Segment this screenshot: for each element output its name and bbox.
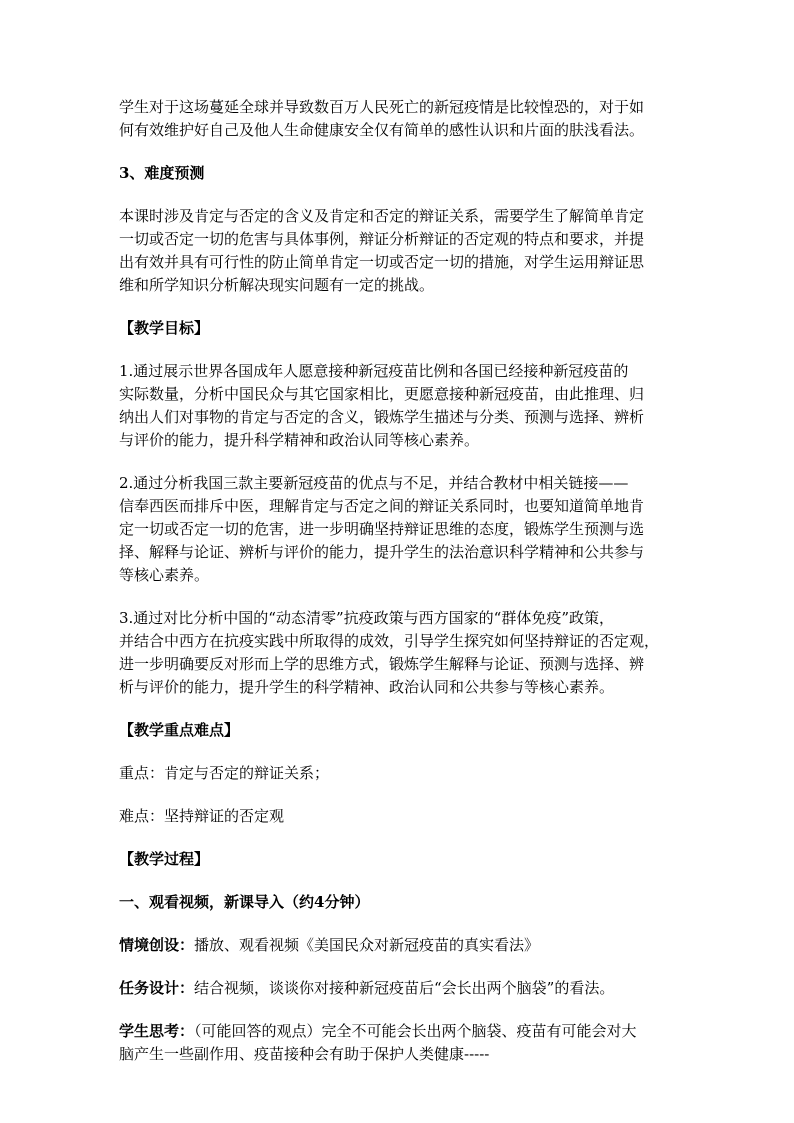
- text-line: 维和所学知识分析解决现实问题有一定的挑战。: [119, 276, 435, 294]
- thinking-label: 学生思考：: [119, 1022, 195, 1040]
- text-line: 与评价的能力，提升科学精神和政治认同等核心素养。: [119, 431, 480, 449]
- text-line: 一切或否定一切的危害与具体事例，辩证分析辩证的否定观的特点和要求，并提: [119, 230, 645, 248]
- thinking-text: （可能回答的观点）完全不可能会长出两个脑袋、疫苗有可能会对大: [194, 1022, 637, 1040]
- text-line: [119, 1020, 679, 1043]
- intro-paragraph: [119, 96, 679, 142]
- text-line: 并结合中西方在抗疫实践中所取得的成效，引导学生探究如何坚持辩证的否定观，: [119, 632, 660, 650]
- scenario-label: 情境创设：: [119, 936, 195, 954]
- task-text: 结合视频，谈谈你对接种新冠疫苗后“会长出两个脑袋”的看法。: [194, 979, 615, 997]
- scenario-paragraph: [119, 934, 679, 957]
- goal-item-1: [119, 360, 679, 452]
- text-line: 等核心素养。: [119, 566, 210, 584]
- document-body: [119, 96, 679, 1086]
- difficulty-paragraph: [119, 205, 679, 297]
- goal-item-2: [119, 472, 679, 587]
- text-line: 信奉西医而排斥中医，理解肯定与否定之间的辩证关系同时，也要知道简单地肯: [119, 497, 645, 515]
- text-line: 何有效维护好自己及他人生命健康安全仅有简单的感性认识和片面的肤浅看法。: [119, 121, 645, 139]
- text-line: 2.通过分析我国三款主要新冠疫苗的优点与不足，并结合教材中相关链接——: [119, 474, 629, 492]
- text-line: 1.通过展示世界各国成年人愿意接种新冠疫苗比例和各国已经接种新冠疫苗的: [119, 362, 629, 380]
- thinking-paragraph: [119, 1020, 679, 1066]
- text-line: 出有效并具有可行性的防止简单肯定一切或否定一切的措施，对学生运用辩证思: [119, 253, 645, 271]
- task-label: 任务设计：: [119, 979, 195, 997]
- text-line: 进一步明确要反对形而上学的思维方式，锻炼学生解释与论证、预测与选择、辨: [119, 655, 645, 673]
- text-line: 学生对于这场蔓延全球并导致数百万人民死亡的新冠疫情是比较惶恐的，对于如: [119, 98, 645, 116]
- difficulty-heading: 3、难度预测: [119, 164, 205, 182]
- goal-item-3: [119, 607, 679, 699]
- section-title: 一、观看视频，新课导入（约4分钟）: [119, 893, 370, 911]
- key-points-heading: 【教学重点难点】: [119, 721, 240, 739]
- text-line: 脑产生一些副作用、疫苗接种会有助于保护人类健康-----: [119, 1045, 490, 1063]
- text-line: 实际数量，分析中国民众与其它国家相比，更愿意接种新冠疫苗，由此推理、归: [119, 385, 645, 403]
- process-heading: 【教学过程】: [119, 850, 210, 868]
- text-line: 择、解释与论证、辨析与评价的能力，提升学生的法治意识科学精神和公共参与: [119, 543, 645, 561]
- task-paragraph: [119, 977, 679, 1000]
- difficulty-line: 难点：坚持辩证的否定观: [119, 807, 285, 825]
- text-line: 纳出人们对事物的肯定与否定的含义，锻炼学生描述与分类、预测与选择、辨析: [119, 408, 645, 426]
- focus-line: 重点：肯定与否定的辩证关系；: [119, 764, 330, 782]
- text-line: 本课时涉及肯定与否定的含义及肯定和否定的辩证关系，需要学生了解简单肯定: [119, 207, 645, 225]
- goals-heading: 【教学目标】: [119, 319, 210, 337]
- scenario-text: 播放、观看视频《美国民众对新冠疫苗的真实看法》: [194, 936, 540, 954]
- text-line: 3.通过对比分析中国的“动态清零”抗疫政策与西方国家的“群体免疫”政策，: [119, 609, 614, 627]
- text-line: 析与评价的能力，提升学生的科学精神、政治认同和公共参与等核心素养。: [119, 678, 615, 696]
- text-line: 定一切或否定一切的危害，进一步明确坚持辩证思维的态度，锻炼学生预测与选: [119, 520, 645, 538]
